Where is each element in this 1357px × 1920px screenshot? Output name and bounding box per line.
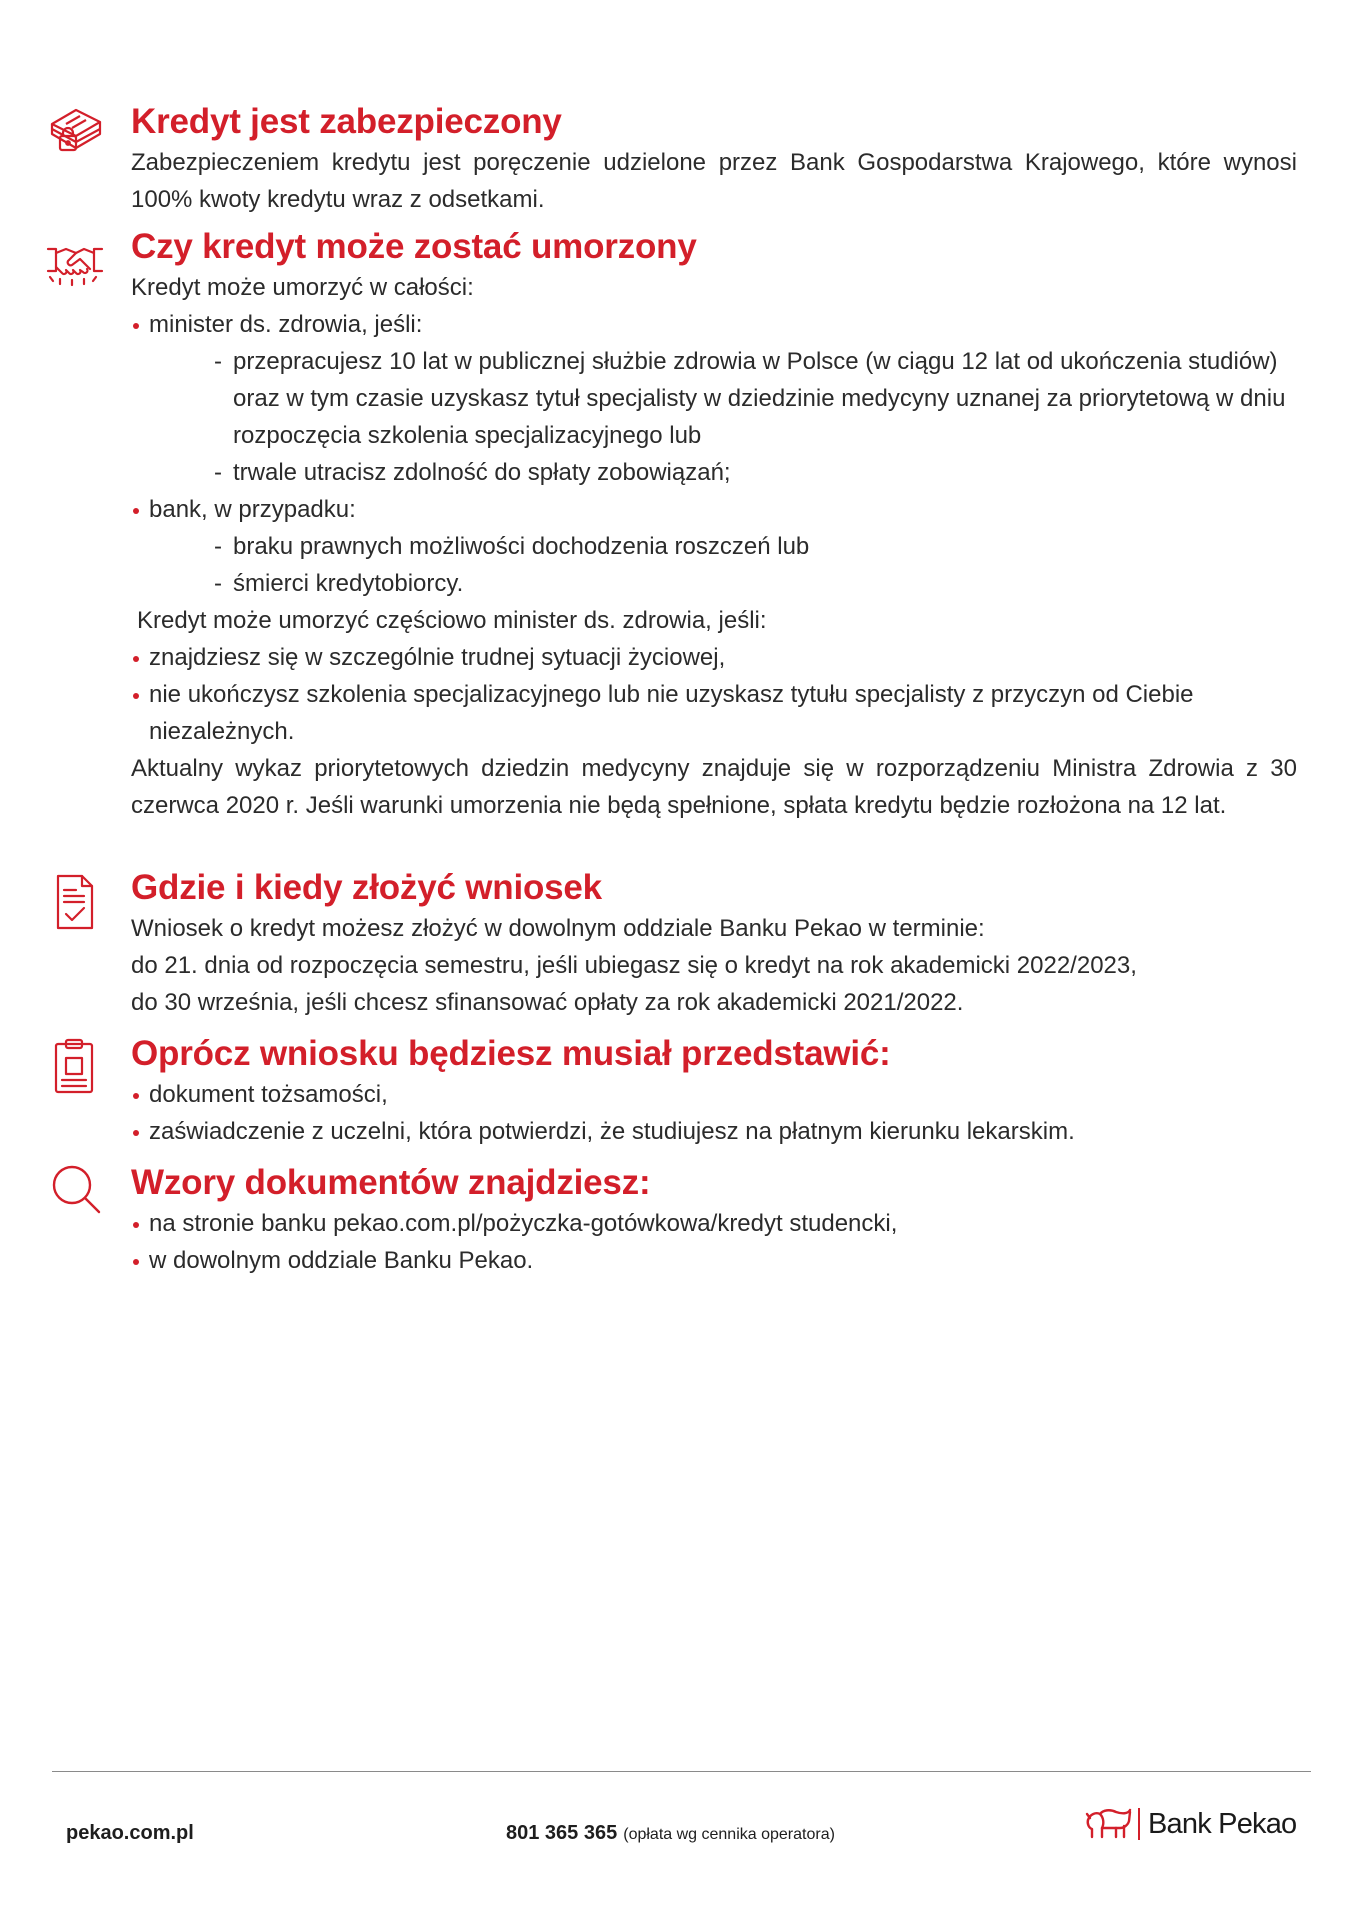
section-documents [131, 1032, 1297, 1150]
sub-item: - śmierci kredytobiorcy. [214, 570, 464, 597]
brand-name: Bank Pekao [1148, 1807, 1297, 1840]
list-item: nie ukończysz szkolenia specjalizacyjnego lub nie uzyskasz tytułu specjalisty z przyczyn od Ciebie niezależnych. [131, 676, 1297, 750]
section-line: do 21. dnia od rozpoczęcia semestru, jeśli ubiegasz się o kredyt na rok akademicki 2022/2023, [131, 952, 1137, 979]
section-note: Aktualny wykaz priorytetowych dziedzin medycyny znajduje się w rozporządzeniu Ministra Zdrowia z 30 czerwca 2020 r. Jeśli warunki umorzenia nie będą spełnione, spłata kredytu będzie rozłożona na 12 lat. [131, 755, 1297, 819]
section-secured [131, 100, 1297, 218]
list-item: bank, w przypadku: [131, 491, 1297, 528]
list-item: znajdziesz się w szczególnie trudnej sytuacji życiowej, [131, 639, 1297, 676]
list-item: zaświadczenie z uczelni, która potwierdzi, że studiujesz na płatnym kierunku lekarskim. [131, 1113, 1297, 1150]
bison-logo-icon [1084, 1806, 1134, 1842]
clipboard-icon [46, 1038, 104, 1094]
section-title: Oprócz wniosku będziesz musiał przedstawić: [131, 1034, 891, 1073]
logo-separator [1138, 1808, 1140, 1840]
document-check-icon [46, 874, 104, 930]
section-body: Zabezpieczeniem kredytu jest poręczenie udzielone przez Bank Gospodarstwa Krajowego, które wynosi 100% kwoty kredytu wraz z odsetkami. [131, 149, 1297, 213]
footer-url[interactable]: pekao.com.pl [66, 1822, 194, 1844]
section-title: Gdzie i kiedy złożyć wniosek [131, 868, 602, 907]
section-partial: Kredyt może umorzyć częściowo minister ds. zdrowia, jeśli: [137, 607, 767, 634]
sub-item: - braku prawnych możliwości dochodzenia roszczeń lub [214, 533, 810, 560]
section-line: Wniosek o kredyt możesz złożyć w dowolnym oddziale Banku Pekao w terminie: [131, 915, 985, 942]
handshake-icon [46, 233, 104, 289]
bank-logo [1084, 1804, 1296, 1844]
footer-phone [506, 1822, 835, 1845]
list-item: minister ds. zdrowia, jeśli: [131, 306, 1297, 343]
phone-number[interactable]: 801 365 365 [506, 1822, 618, 1844]
list-item: dokument tożsamości, [131, 1076, 1297, 1113]
section-remission [131, 225, 1297, 824]
section-title: Czy kredyt może zostać umorzony [131, 227, 697, 266]
section-line: do 30 września, jeśli chcesz sfinansować opłaty za rok akademicki 2021/2022. [131, 989, 964, 1016]
list-item: na stronie banku pekao.com.pl/pożyczka-gotówkowa/kredyt studencki, [131, 1205, 1297, 1242]
sub-item: - przepracujesz 10 lat w publicznej służbie zdrowia w Polsce (w ciągu 12 lat od ukończenia studiów) oraz w tym czasie uzyskasz tytuł specjalisty w dziedzinie medycyny uznanej za priorytetową w dniu rozpoczęcia szkolenia specjalizacyjnego lub [214, 348, 1286, 449]
magnifier-icon [46, 1161, 104, 1217]
section-templates [131, 1161, 1297, 1279]
section-application [131, 866, 1297, 1021]
footer-divider [52, 1771, 1311, 1772]
phone-note: (opłata wg cennika operatora) [623, 1826, 835, 1843]
section-title: Kredyt jest zabezpieczony [131, 102, 562, 141]
sub-item: - trwale utracisz zdolność do spłaty zobowiązań; [214, 459, 731, 486]
list-item: w dowolnym oddziale Banku Pekao. [131, 1242, 1297, 1279]
cash-stack-lock-icon [46, 102, 104, 158]
section-title: Wzory dokumentów znajdziesz: [131, 1163, 651, 1202]
section-intro: Kredyt może umorzyć w całości: [131, 274, 474, 301]
